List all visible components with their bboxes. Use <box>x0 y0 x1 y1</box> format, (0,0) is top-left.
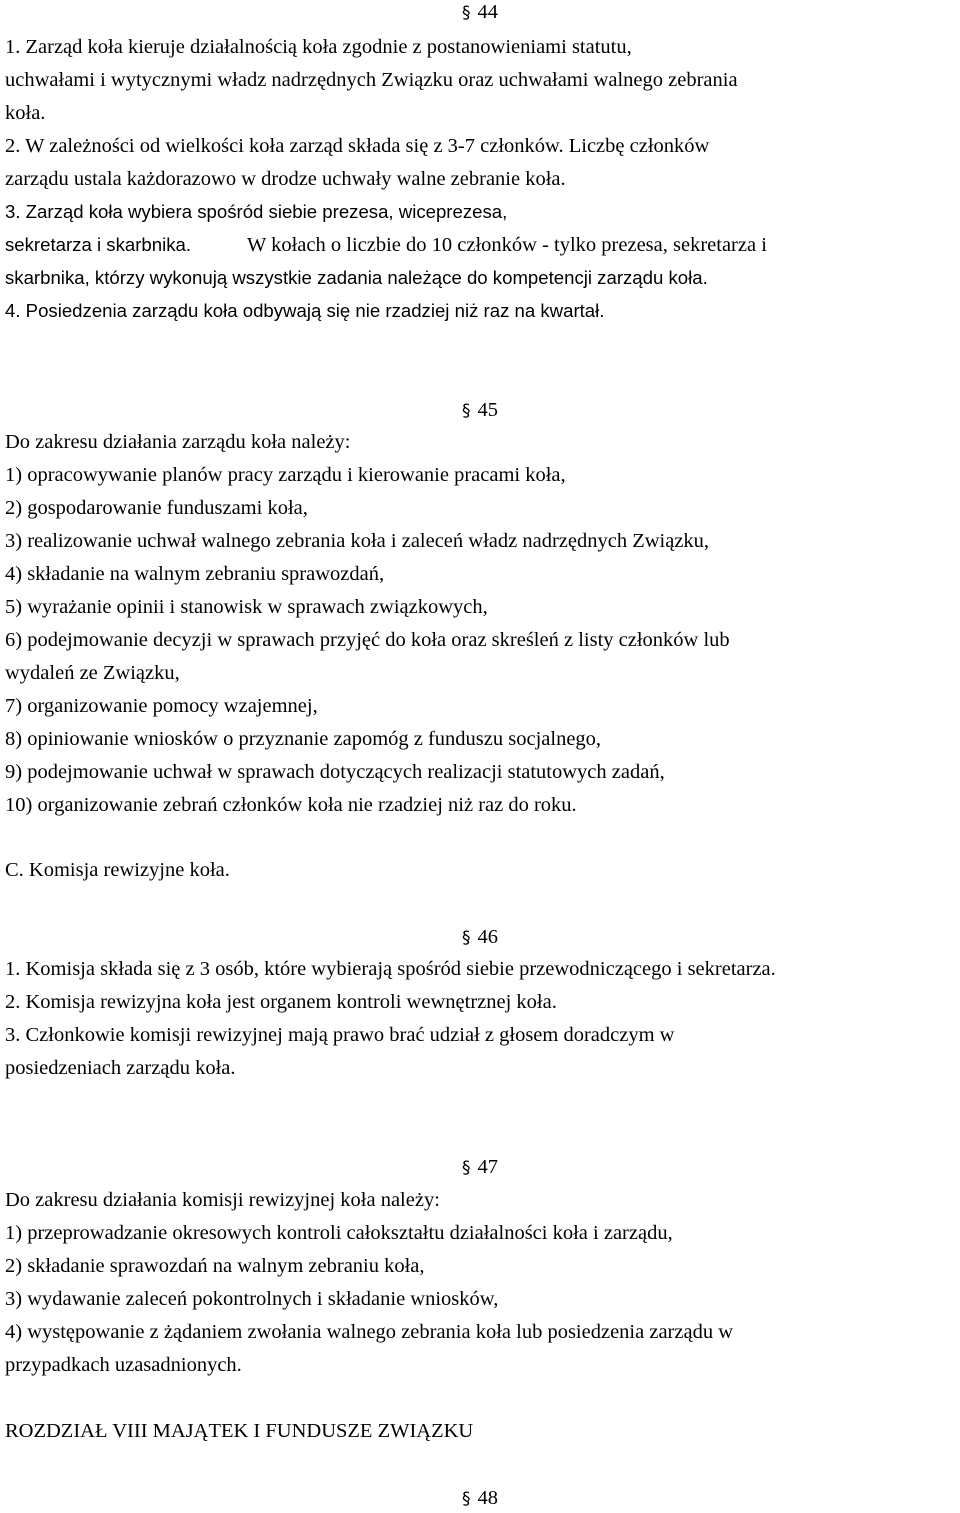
section-number: 47 <box>477 1156 498 1178</box>
s45-line: 2) gospodarowanie funduszami koła, <box>5 497 308 519</box>
s47-line: 4) występowanie z żądaniem zwołania walnego zebrania koła lub posiedzenia zarządu w <box>5 1321 734 1343</box>
section-48-heading <box>462 1486 498 1511</box>
s47-line: Do zakresu działania komisji rewizyjnej koła należy: <box>5 1189 440 1211</box>
section-46-heading <box>462 925 498 950</box>
s44-line: skarbnika, którzy wykonują wszystkie zadania należące do kompetencji zarządu koła. <box>5 267 708 288</box>
section-symbol: § <box>462 1158 471 1178</box>
s47-line: 1) przeprowadzanie okresowych kontroli całokształtu działalności koła i zarządu, <box>5 1222 673 1244</box>
s45-line: 10) organizowanie zebrań członków koła nie rzadziej niż raz do roku. <box>5 794 577 816</box>
section-47-heading <box>462 1155 498 1180</box>
section-number: 46 <box>477 926 498 948</box>
s44-line: 2. W zależności od wielkości koła zarząd składa się z 3-7 członków. Liczbę członków <box>5 135 710 157</box>
section-number: 44 <box>477 1 498 23</box>
section-symbol: § <box>462 3 471 23</box>
s45-line: 1) opracowywanie planów pracy zarządu i kierowanie pracami koła, <box>5 464 566 486</box>
s44-line: sekretarza i skarbnika. <box>5 234 192 255</box>
subheading-c: C. Komisja rewizyjne koła. <box>5 859 230 881</box>
s45-line: 9) podejmowanie uchwał w sprawach dotyczących realizacji statutowych zadań, <box>5 761 665 783</box>
s47-line: 2) składanie sprawozdań na walnym zebraniu koła, <box>5 1255 425 1277</box>
section-number: 48 <box>477 1487 498 1509</box>
s45-line: 5) wyrażanie opinii i stanowisk w sprawach związkowych, <box>5 596 488 618</box>
s44-line: koła. <box>5 102 46 124</box>
section-symbol: § <box>462 928 471 948</box>
s44-line: zarządu ustala każdorazowo w drodze uchwały walne zebranie koła. <box>5 168 566 190</box>
s45-line: 8) opiniowanie wniosków o przyznanie zapomóg z funduszu socjalnego, <box>5 728 602 750</box>
s45-line: Do zakresu działania zarządu koła należy: <box>5 431 351 453</box>
s45-line: wydaleń ze Związku, <box>5 662 180 684</box>
s45-line: 3) realizowanie uchwał walnego zebrania koła i zaleceń władz nadrzędnych Związku, <box>5 530 710 552</box>
s44-line: W kołach o liczbie do 10 członków - tylko prezesa, sekretarza i <box>247 234 767 256</box>
section-45-heading <box>462 398 498 423</box>
section-symbol: § <box>462 1489 471 1509</box>
s44-line: 4. Posiedzenia zarządu koła odbywają się nie rzadziej niż raz na kwartał. <box>5 300 605 321</box>
s47-line: 3) wydawanie zaleceń pokontrolnych i składanie wniosków, <box>5 1288 499 1310</box>
s45-line: 6) podejmowanie decyzji w sprawach przyjęć do koła oraz skreśleń z listy członków lub <box>5 629 730 651</box>
section-symbol: § <box>462 401 471 421</box>
s44-line: 3. Zarząd koła wybiera spośród siebie prezesa, wiceprezesa, <box>5 201 508 222</box>
s46-line: 2. Komisja rewizyjna koła jest organem kontroli wewnętrznej koła. <box>5 991 557 1013</box>
s44-line: uchwałami i wytycznymi władz nadrzędnych Związku oraz uchwałami walnego zebrania <box>5 69 738 91</box>
section-number: 45 <box>477 399 498 421</box>
s45-line: 4) składanie na walnym zebraniu sprawozdań, <box>5 563 385 585</box>
chapter-heading: ROZDZIAŁ VIII MAJĄTEK I FUNDUSZE ZWIĄZKU <box>5 1420 474 1442</box>
s46-line: 3. Członkowie komisji rewizyjnej mają prawo brać udział z głosem doradczym w <box>5 1024 675 1046</box>
s46-line: posiedzeniach zarządu koła. <box>5 1057 236 1079</box>
s44-line: 1. Zarząd koła kieruje działalnością koła zgodnie z postanowieniami statutu, <box>5 36 632 58</box>
s46-line: 1. Komisja składa się z 3 osób, które wybierają spośród siebie przewodniczącego i sekretarza. <box>5 958 776 980</box>
s47-line: przypadkach uzasadnionych. <box>5 1354 242 1376</box>
s45-line: 7) organizowanie pomocy wzajemnej, <box>5 695 318 717</box>
section-44-heading <box>462 0 498 25</box>
